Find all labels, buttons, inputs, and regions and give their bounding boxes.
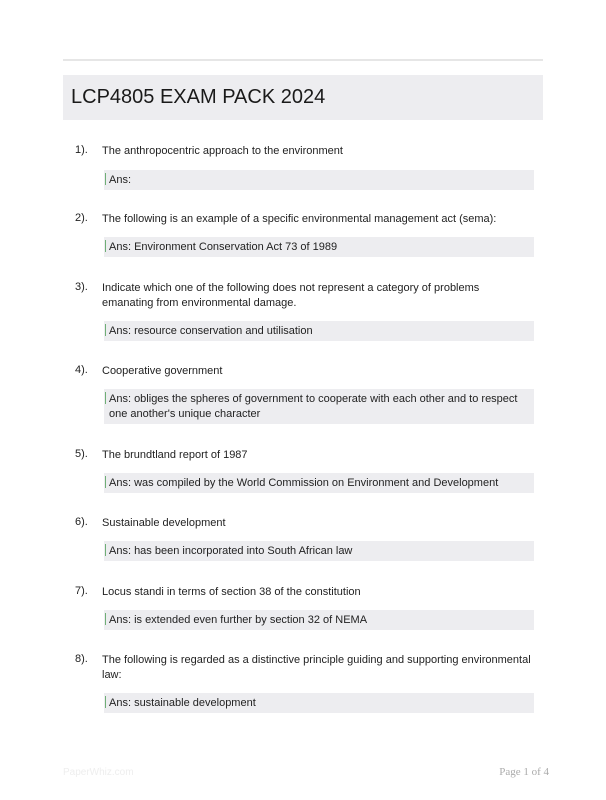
question-number: 5). — [75, 448, 88, 460]
answer-text: Ans: was compiled by the World Commission on Environment and Development — [109, 477, 499, 489]
answer-marker — [105, 324, 106, 336]
answer-text: Ans: is extended even further by section 32 of NEMA — [109, 614, 368, 626]
question-number: 7). — [75, 585, 88, 597]
answer-box — [104, 389, 534, 424]
question-text: The following is regarded as a distinctive principle guiding and supporting environmental law: — [102, 654, 531, 681]
question-number: 8). — [75, 653, 88, 665]
answer-marker — [105, 544, 106, 556]
page-indicator: Page 1 of 4 — [499, 766, 549, 778]
title-banner — [63, 75, 543, 120]
answer-text: Ans: has been incorporated into South African law — [109, 545, 353, 557]
question-number: 6). — [75, 516, 88, 528]
page-title: LCP4805 EXAM PACK 2024 — [71, 86, 326, 108]
answer-box — [104, 610, 534, 630]
answer-text: Ans: Environment Conservation Act 73 of 1989 — [109, 241, 338, 253]
answer-box — [104, 473, 534, 493]
question-text: Sustainable development — [102, 517, 226, 529]
question-text: The following is an example of a specific environmental management act (sema): — [102, 213, 497, 225]
answer-text: Ans: obliges the spheres of government to cooperate with each other and to respect one another's unique character — [109, 393, 518, 420]
question-number: 4). — [75, 364, 88, 376]
answer-box — [104, 693, 534, 713]
question-number: 1). — [75, 144, 88, 156]
answer-box — [104, 321, 534, 341]
answer-box — [104, 237, 534, 257]
answer-marker — [105, 240, 106, 252]
answer-marker — [105, 613, 106, 625]
question-text: Cooperative government — [102, 365, 223, 377]
question-text: The brundtland report of 1987 — [102, 449, 248, 461]
answer-marker — [105, 476, 106, 488]
answer-marker — [105, 392, 106, 404]
watermark-text: PaperWhiz.com — [63, 767, 134, 778]
answer-box — [104, 541, 534, 561]
answer-box — [104, 170, 534, 190]
question-number: 3). — [75, 281, 88, 293]
answer-marker — [105, 173, 106, 185]
question-text: The anthropocentric approach to the environment — [102, 145, 343, 157]
question-number: 2). — [75, 212, 88, 224]
top-divider — [63, 59, 543, 61]
answer-text: Ans: — [109, 174, 132, 186]
question-text: Indicate which one of the following does not represent a category of problems emanating from environmental damage. — [102, 282, 480, 309]
answer-text: Ans: resource conservation and utilisation — [109, 325, 313, 337]
answer-marker — [105, 696, 106, 708]
question-text: Locus standi in terms of section 38 of the constitution — [102, 586, 361, 598]
answer-text: Ans: sustainable development — [109, 697, 256, 709]
